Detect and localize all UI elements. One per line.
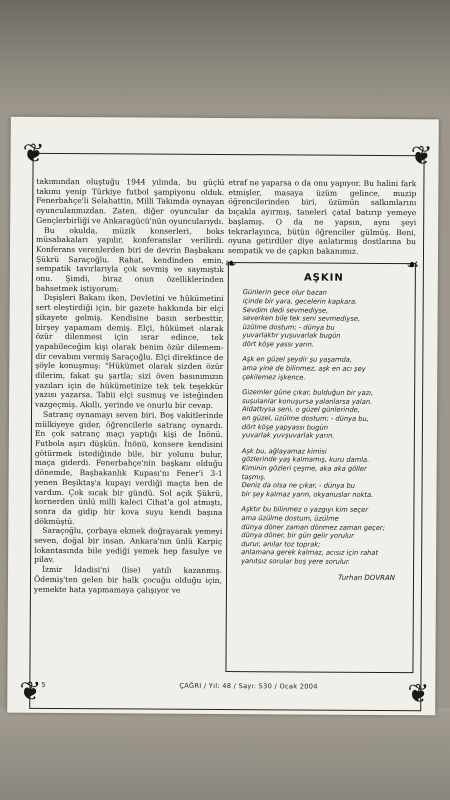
poem-line: dünya döner zaman dönmez zaman geçer; [241,522,385,532]
paragraph: Satranç oynamayı seven biri. Boş vakitlerinde mülkiyeye gider, öğrencilerle satranç oynardı. En çok satranç maçı yaptığı kişi de İnönü. Futbola aşırı düşkün. İnönü, konsere kendisini götürmek istediğinde bile, bir yolunu bulur, maça giderdi. Fenerbahçe'nin başkanı olduğu dönemde, Başbakanlık Kupası'nı Fener'i 3-1 yenen Beşiktaş'a kupayı verdiği maçta ben de vardım. Çok sıcak bir gündü. Sol açık Şükrü, kornerden ünlü milli kaleci Cihat'a gol atmıştı, sonra da gidip bir kova suyu kendi başına dökmüştü. [34,409,224,526]
left-column [33,177,224,694]
paragraph: Bu okulda, müzik konserleri, boks müsabakaları yapılır, konferanslar verilirdi. Konferans verenlerden biri de devrin Başbakanı Şükrü Saraçoğlu. Rahat, kendinden emin, sempatik tavırlarıyla çok sevmiş ve saymıştık onu. Şimdi, biraz onun özelliklerinden bahsetmek istiyorum: [35,225,225,294]
paragraph: İzmir İdadisi'ni (lise) yatılı kazanmış. Ödemiş'ten gelen bir halk çocuğu olduğu için, yemekte hata yapmamaya çalışıyor ve [33,565,223,595]
poem-line: Günlerin gece olur bazan [242,288,327,297]
poem-line: dünya döner, bir gün gelir yorulur [241,531,354,540]
right-column [224,178,419,695]
poem-line: Kiminin gözleri çeşme, aka aka göller [241,464,367,473]
ornament-icon: ❧ [224,255,237,272]
background-top [0,0,450,118]
poem-title: AŞKIN [303,272,344,284]
poem-line: dört köşe yassı yarın. [242,340,315,349]
poem-line: Gizemler güne çıkar, bulduğun bir yazı, [242,388,374,398]
poem-box [224,255,419,673]
poem-line: Aşk en güzel şeydir şu yaşamda, [242,355,353,365]
poem-line: üzülme dostum; - dünya bu [242,322,335,332]
paragraph: takımından oluştuğu 1944 yılında, bu güçlü takımı yenip Türkiye futbol şampiyonu olduk. Fenerbahçe'li Selahattin, Milli Takımda oynayan oyunculanmızdan. Zaten, diğer oyuncular da Gençlerbirliği ve Ankaragücü'nün oyuncularıydı. [36,176,225,226]
poem-line: en güzel, üzülme dostum; - dünya bu, [241,414,369,423]
poem-line: ama yine de bilinmez, aşk en acı şey [242,364,366,373]
floral-ornament-icon: ❦ [407,679,430,710]
paragraph: Saraçoğlu, çorbaya ekmek doğrayarak yemeyi seven, doğal bir insan. Ankara'nın ünlü Karpiç lokantasında bile yediği yemek hep fasulye ve pilav. [34,526,223,565]
poem-line: yuvarlaktır yuşuvarlak bugün [242,331,341,341]
background-bottom [0,708,450,800]
poem-stanza [241,506,403,567]
poem-stanza [241,447,403,500]
poem-author: Turhan DOVRAN [338,573,396,582]
poem-line: bir şey kalmaz yarın, okyanuslar nokta. [241,489,374,499]
poem-line: çekilemez işkence. [242,372,306,382]
floral-ornament-icon: ❦ [410,141,433,172]
poem-line: yuvarlak yuvşuvarlak yarın. [241,431,335,440]
poem-line: anlamana gerek kalmaz, acısız için rahat [241,548,379,558]
poem-stanza [242,288,404,349]
poem-line: içinde bir yara, gecelerin kapkara. [242,297,358,306]
page-number: 5 [41,680,46,689]
poem-line: ama üzülme dostum, üzülme [241,514,339,523]
poem-line: yanıtsız sorular boş yere sorulur. [241,557,351,566]
poem-stanza [242,388,404,441]
poem-body [241,288,405,566]
poem-line: Aşktır bu bilinmez o yazgıyı kim seçer [241,505,369,515]
magazine-page [7,117,439,716]
poem-line: gözlerinde yaş kalmamış, kuru damla. [241,455,370,465]
paragraph: etraf ne yaparsa o da onu yapıyor. Bu halini fark etmişler, masaya üzüm gelince, muzip öğrencilerinden biri, üzümün salkımlarını bıçakla ayırmış, taneleri çatal batırıp yemeye başlamış. O da ne yapsın, aynı şeyi tekrarlayınca, bütün öğrenciler gülmüş. Beni, oyuna getirdiler diye anlatırmış dostlarına bu sempatik ve de çapkın bakanımız. [227,178,417,256]
page-footer [29,677,419,709]
floral-ornament-icon: ❦ [19,676,42,707]
journal-issue-info: ÇAĞRI / Yıl: 48 / Sayı: 530 / Ocak 2004 [179,681,318,691]
poem-line: dört köşe yapyassı bugün [241,422,329,432]
floral-ornament-icon: ❦ [22,138,45,169]
poem-line: taşmış. [241,472,266,481]
poem-line: suşulanlar konuşursa yalanlarsa yalan. [242,396,373,406]
poem-line: Sevdim dedi sevmediyse, [242,305,329,315]
poem-line: Aldattıysa seni, o güzel günlerinde, [242,405,360,415]
poem-line: Deniz da olsa ne çıkar, - dünya bu [241,481,356,491]
poem-stanza [242,356,404,383]
paragraph: Dışişleri Bakanı iken, Devletini ve hükümetini sert eleştirdiği için, bir gazete hakkında bir elçi şikayete gelmiş. Kendisine basın serbesttir, birşey yapamam demiş. Elçi, hükümet olarak özür dilenmesi için ısrar edince, tek yapabileceğim kişi olarak benim özür dilemem-dir cevabını vermiş Saraçoğlu. Elçi direktince de şöyle konuşmuş: "Hükümet olarak sizden özür dilerim, fakat şu şartla; sizi öven basınımızın yazıları için de hükümetinize tek tek teşekkür yazısı yazarsa. Tabii elçi susmuş ve isteğinden vazgeçmiş. Akıllı, yerinde ve onurlu bir cevap. [35,293,224,411]
ornament-icon: ☙ [406,256,419,273]
poem-line: Aşk bu, ağlayamaz kimisi [241,446,327,456]
poem-line: durur, anılar toz toprak; [241,539,321,549]
poem-line: severken bile tek seni sevmediyse, [242,314,361,323]
